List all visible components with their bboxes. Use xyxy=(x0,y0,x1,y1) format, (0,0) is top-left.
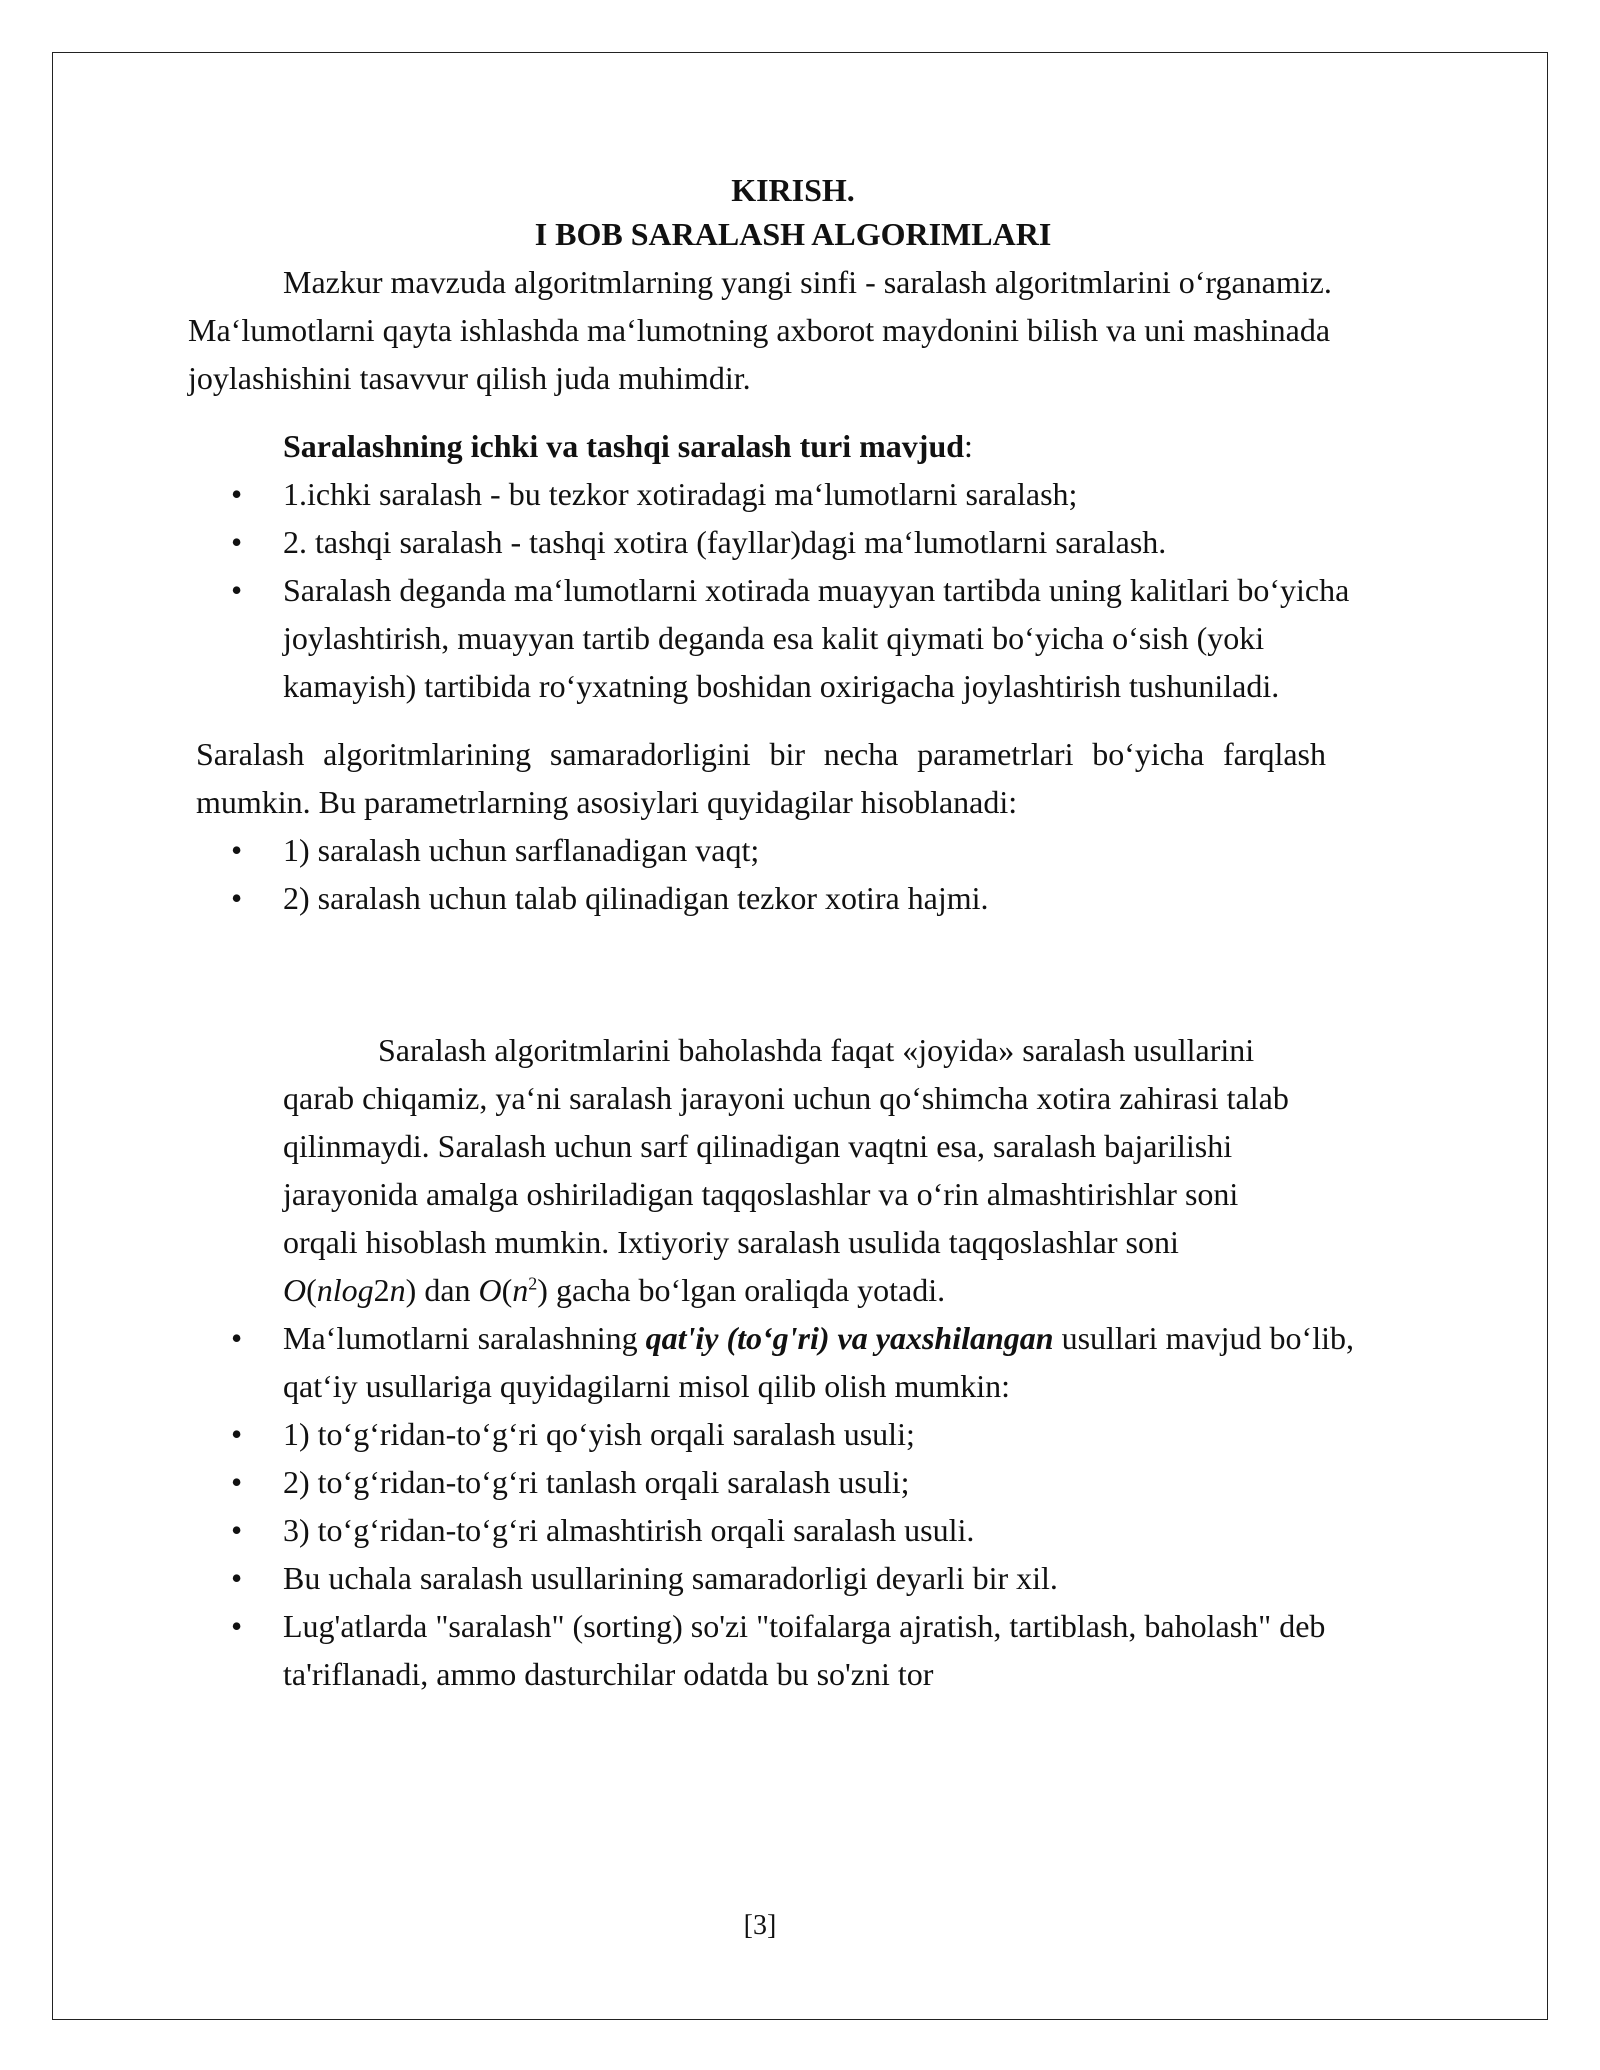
formula-symbol: O xyxy=(478,1272,502,1308)
formula-paren: ) xyxy=(537,1272,548,1308)
list-item-text: usullari mavjud bo‘lib, qat‘iy usullariga quyidagilarni misol qilib olish mumkin: xyxy=(283,1320,1354,1404)
list-item-text: 1) to‘g‘ridan-to‘g‘ri qo‘yish orqali saralash usuli; xyxy=(283,1416,915,1452)
evaluation-text: Saralash algoritmlarini baholashda faqat «joyida» saralash usullarini qarab chiqamiz, ya‘ni saralash jarayoni uchun qo‘shimcha xotira zahirasi talab qilinmaydi. Saralash uchun sarf qilinadigan vaqtni esa, saralash bajarilishi jarayonida amalga oshiriladigan taqqoslashlar va o‘rin almashtirishlar soni orqali hisoblash mumkin. Ixtiyoriy saralash usulida taqqoslashlar soni xyxy=(283,1032,1289,1260)
list-item-text: 1.ichki saralash - bu tezkor xotiradagi ma‘lumotlarni saralash; xyxy=(283,476,1078,512)
efficiency-paragraph: Saralash algoritmlarining samaradorligini bir necha parametrlari bo‘yicha farqlash mumkin. Bu parametrlarning asosiylari quyidagilar hisoblanadi: xyxy=(196,736,1326,820)
bullet-icon: • xyxy=(231,524,243,560)
page-number: [3] xyxy=(743,1910,777,1941)
formula-number: 2 xyxy=(373,1272,390,1308)
subheading-colon: : xyxy=(964,428,973,464)
formula-exponent: 2 xyxy=(528,1273,538,1294)
list-item-text: 1) saralash uchun sarflanadigan vaqt; xyxy=(283,832,760,868)
formula-paren: ) xyxy=(405,1272,417,1308)
list-item xyxy=(188,826,1363,874)
document-body xyxy=(188,168,1388,1698)
list-item-text: Lug'atlarda "saralash" (sorting) so'zi "toifalarga ajratish, tartiblash, baholash" deb ta'riflanadi, ammo dasturchilar odatda bu so'zni tor xyxy=(283,1608,1326,1692)
list-item-text: Saralash deganda ma‘lumotlarni xotirada muayyan tartibda uning kalitlari bo‘yicha joylashtirish, muayyan tartib deganda esa kalit qiymati bo‘yicha o‘sish (yoki kamayish) tartibida ro‘yxatning boshidan oxirigacha joylashtirish tushuniladi. xyxy=(283,572,1350,704)
subheading-bold: Saralashning ichki va tashqi saralash turi mavjud xyxy=(283,428,965,464)
parameters-list xyxy=(188,826,1388,922)
evaluation-paragraph xyxy=(188,1026,1293,1314)
list-item xyxy=(188,1458,1363,1506)
list-item-text: 2. tashqi saralash - tashqi xotira (fayllar)dagi ma‘lumotlarni saralash. xyxy=(283,524,1167,560)
list-item xyxy=(188,1554,1363,1602)
list-item xyxy=(188,1602,1363,1698)
evaluation-text: dan xyxy=(416,1272,479,1308)
subheading xyxy=(188,422,1388,470)
bullet-icon: • xyxy=(231,1560,243,1596)
list-item xyxy=(188,874,1363,922)
methods-list xyxy=(188,1314,1388,1698)
intro-paragraph: Mazkur mavzuda algoritmlarning yangi sinfi - saralash algoritmlarini o‘rganamiz. Ma‘lumotlarni qayta ishlashda ma‘lumotning axborot maydonini bilish va uni mashinada joylashishini tasavvur qilish juda muhimdir. xyxy=(188,264,1332,396)
evaluation-text: gacha bo‘lgan oraliqda yotadi. xyxy=(547,1272,946,1308)
list-item xyxy=(188,1410,1363,1458)
list-item xyxy=(188,566,1363,710)
list-item-emphasis: qat'iy (to‘g'ri) va yaxshilangan xyxy=(645,1320,1054,1356)
list-item-text: Ma‘lumotlarni saralashning xyxy=(283,1320,646,1356)
list-item-text: 2) to‘g‘ridan-to‘g‘ri tanlash orqali saralash usuli; xyxy=(283,1464,910,1500)
list-item-text: 2) saralash uchun talab qilinadigan tezkor xotira hajmi. xyxy=(283,880,989,916)
bullet-icon: • xyxy=(231,832,243,868)
formula-symbol: n xyxy=(512,1272,529,1308)
formula-symbol: nlog xyxy=(316,1272,374,1308)
list-item-text: 3) to‘g‘ridan-to‘g‘ri almashtirish orqali saralash usuli. xyxy=(283,1512,975,1548)
formula-paren: ( xyxy=(501,1272,513,1308)
bullet-icon: • xyxy=(231,572,243,608)
heading-chapter: I BOB SARALASH ALGORIMLARI xyxy=(534,216,1052,252)
list-item xyxy=(188,470,1363,518)
formula-paren: ( xyxy=(306,1272,317,1308)
bullet-icon: • xyxy=(231,1512,243,1548)
list-item xyxy=(188,1314,1363,1410)
bullet-icon: • xyxy=(231,1320,243,1356)
bullet-icon: • xyxy=(231,1416,243,1452)
list-item xyxy=(188,518,1363,566)
formula-symbol: n xyxy=(389,1272,406,1308)
bullet-icon: • xyxy=(231,1608,243,1644)
list-item xyxy=(188,1506,1363,1554)
bullet-icon: • xyxy=(231,476,243,512)
bullet-icon: • xyxy=(231,880,243,916)
bullet-icon: • xyxy=(231,1464,243,1500)
heading-kirish: KIRISH. xyxy=(731,172,855,208)
formula-symbol: O xyxy=(283,1272,307,1308)
list-item-text: Bu uchala saralash usullarining samaradorligi deyarli bir xil. xyxy=(283,1560,1058,1596)
sorting-types-list xyxy=(188,470,1388,710)
